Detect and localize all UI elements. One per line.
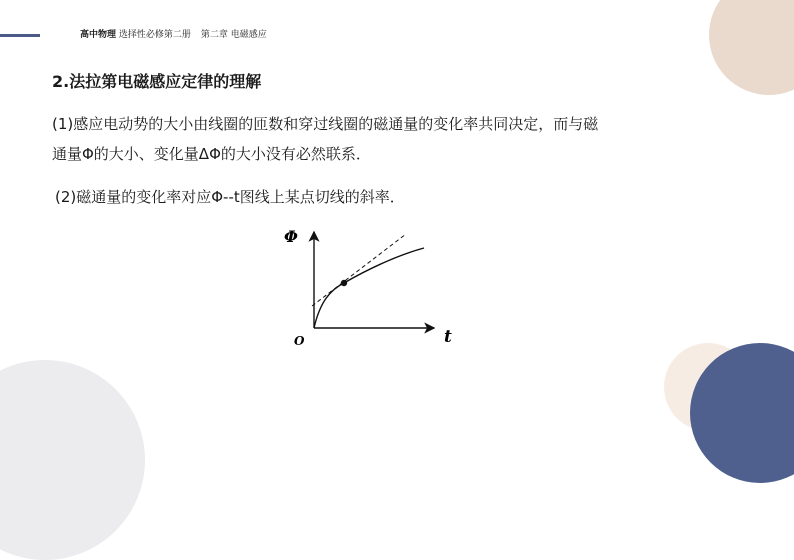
origin-label: O [294, 334, 305, 348]
header-chapter: 第二章 电磁感应 [200, 30, 267, 40]
tangent-point [341, 280, 347, 286]
paragraph-2: (2)磁通量的变化率对应Φ--t图线上某点切线的斜率． [55, 188, 405, 206]
x-axis-label: t [444, 327, 452, 347]
flux-time-graph [278, 222, 468, 352]
decor-circle-tan [709, 0, 794, 95]
y-axis-label: Φ [284, 227, 298, 246]
paragraph-1 [52, 109, 692, 169]
paragraph-1-line-1: (1)感应电动势的大小由线圈的匝数和穿过线圈的磁通量的变化率共同决定，而与磁 [52, 115, 599, 133]
tangent-line [312, 234, 406, 306]
header-accent-bar [0, 34, 40, 37]
paragraph-1-line-2: 通量Φ的大小、变化量ΔΦ的大小没有必然联系． [52, 145, 371, 163]
section-heading: 2.法拉第电磁感应定律的理解 [52, 72, 262, 91]
flux-curve [314, 248, 424, 328]
decor-circle-gray [0, 360, 145, 560]
header-course: 高中物理 [80, 30, 117, 40]
header-book: 选择性必修第二册 [118, 30, 191, 40]
slide-header [80, 27, 267, 40]
